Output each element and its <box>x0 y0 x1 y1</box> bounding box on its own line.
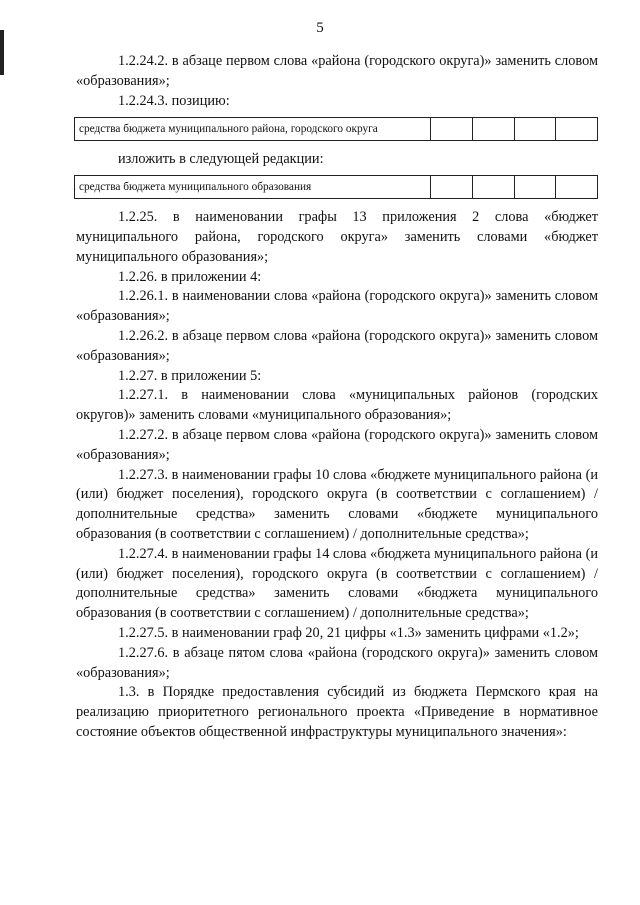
table-cell-empty <box>514 176 556 199</box>
paragraph-1-2-26-1: 1.2.26.1. в наименовании слова «района (городского округа)» заменить словом «образования»; <box>76 288 598 325</box>
table-cell-empty <box>431 118 473 141</box>
paragraph-1-3: 1.3. в Порядке предоставления субсидий из бюджета Пермского края на реализацию приоритетного регионального проекта «Приведение в нормативное состояние объектов общественной инфраструктуры муниципального значения»: <box>76 684 598 740</box>
paragraph-1-2-24-3: 1.2.24.3. позицию: <box>118 92 230 109</box>
paragraph-1-2-26-2: 1.2.26.2. в абзаце первом слова «района (городского округа)» заменить словом «образования»; <box>76 327 598 364</box>
table-cell-empty <box>514 118 556 141</box>
old-position-table <box>74 117 598 141</box>
paragraph-1-2-27-1: 1.2.27.1. в наименовании слова «муниципальных районов (городских округов)» заменить словами «муниципального образования»; <box>76 387 598 424</box>
paragraph-new-edition-intro: изложить в следующей редакции: <box>118 151 324 168</box>
table-cell-empty <box>556 176 598 199</box>
table-cell-empty <box>472 118 514 141</box>
paragraph-1-2-27-6: 1.2.27.6. в абзаце пятом слова «района (городского округа)» заменить словом «образования»; <box>76 644 598 681</box>
new-position-table <box>74 175 598 199</box>
table-cell-label: средства бюджета муниципального района, городского округа <box>75 118 431 141</box>
paragraph-1-2-25: 1.2.25. в наименовании графы 13 приложения 2 слова «бюджет муниципального района, городского округа» заменить словами «бюджет муниципального образования»; <box>76 209 598 265</box>
table-cell-empty <box>472 176 514 199</box>
paragraph-1-2-27: 1.2.27. в приложении 5: <box>118 367 262 384</box>
table-cell-empty <box>431 176 473 199</box>
paragraph-1-2-27-4: 1.2.27.4. в наименовании графы 14 слова «бюджета муниципального района (и (или) бюджет поселения), городского округа (в соответствии с соглашением) / дополнительные средства» заменить словами «бюджета муниципального образования (в соответствии с соглашением) / дополнительные средства»; <box>76 545 598 622</box>
document-body <box>76 52 598 743</box>
table-cell-empty <box>556 118 598 141</box>
paragraph-1-2-27-5: 1.2.27.5. в наименовании граф 20, 21 цифры «1.3» заменить цифрами «1.2»; <box>118 624 579 641</box>
paragraph-1-2-24-2: 1.2.24.2. в абзаце первом слова «района (городского округа)» заменить словом «образования»; <box>76 53 598 89</box>
paragraph-1-2-26: 1.2.26. в приложении 4: <box>118 268 262 285</box>
table-row <box>75 176 598 199</box>
paragraph-1-2-27-2: 1.2.27.2. в абзаце первом слова «района (городского округа)» заменить словом «образования»; <box>76 426 598 463</box>
table-cell-label: средства бюджета муниципального образования <box>75 176 431 199</box>
page-number: 5 <box>316 20 324 36</box>
paragraph-1-2-27-3: 1.2.27.3. в наименовании графы 10 слова «бюджете муниципального района (и (или) бюджет поселения), городского округа (в соответствии с соглашением) / дополнительные средства» заменить словами «бюджете муниципального образования (в соответствии с соглашением) / дополнительные средства»; <box>76 466 598 542</box>
table-row <box>75 118 598 141</box>
